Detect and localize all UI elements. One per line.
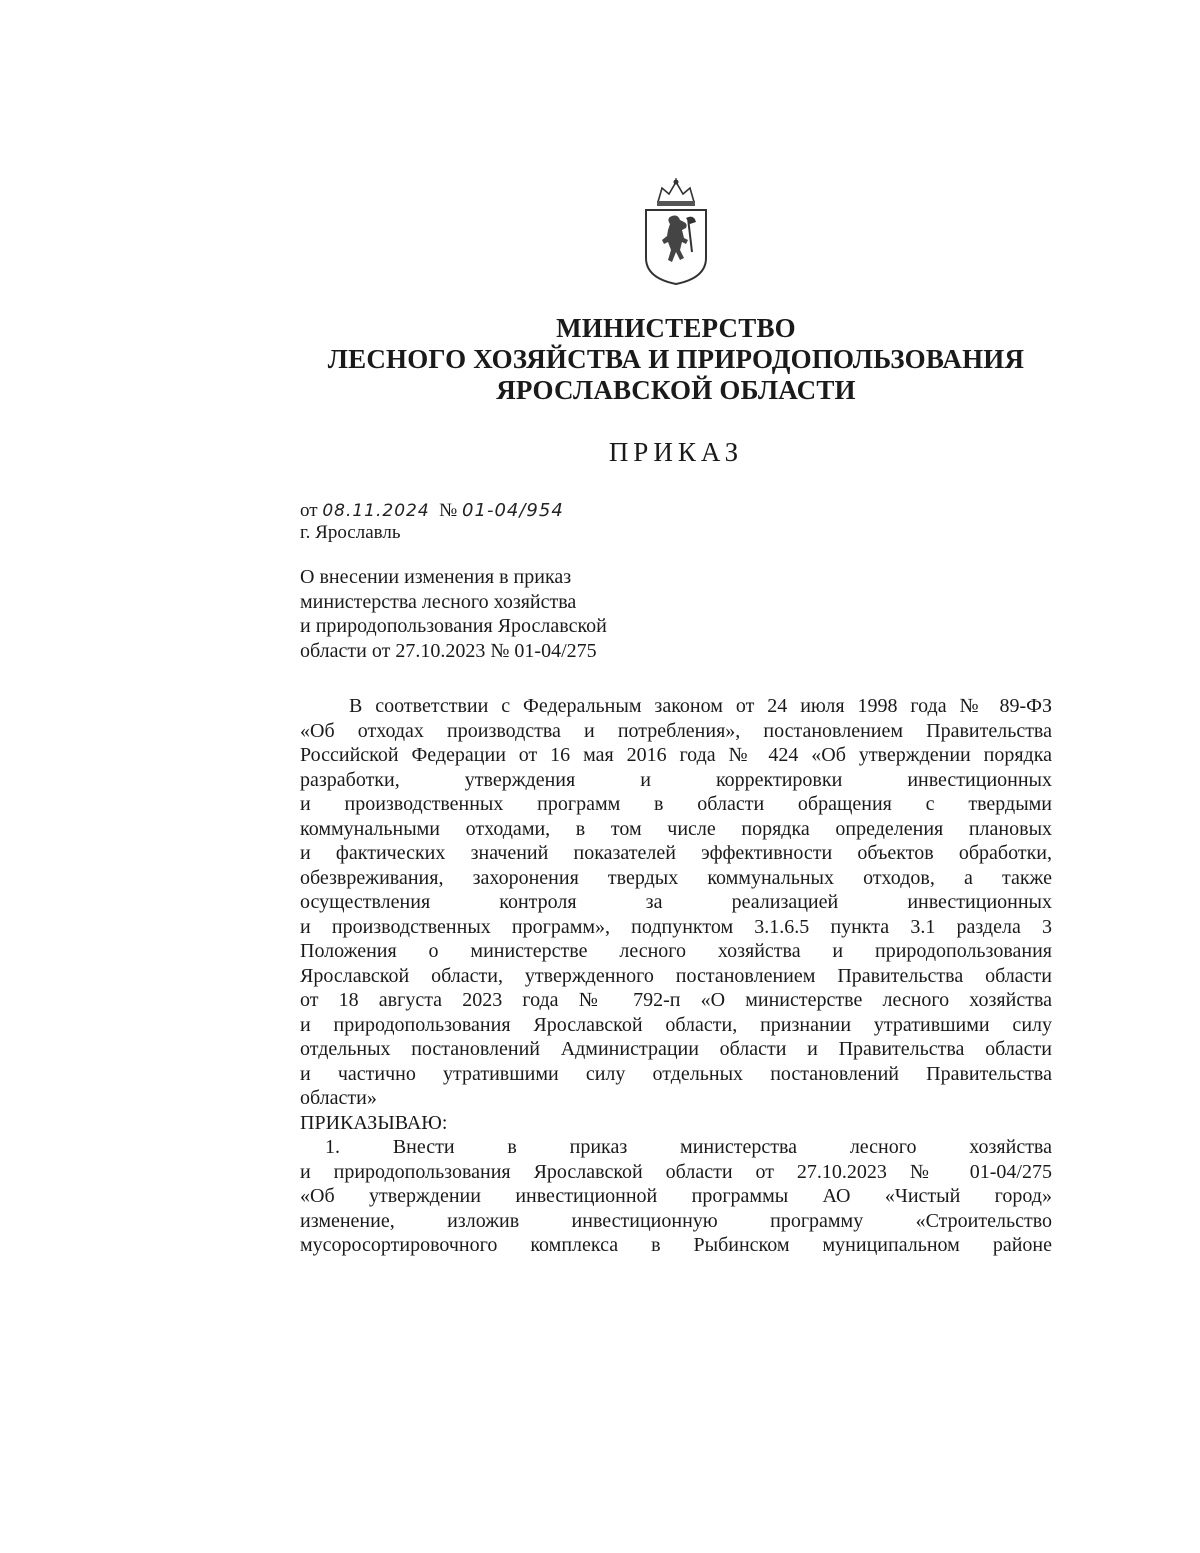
order-body	[300, 694, 1052, 1258]
subject-line-4: области от 27.10.2023 № 01-04/275	[300, 639, 597, 662]
preamble-line: В соответствии с Федеральным законом от 24 июля 1998 года № 89-ФЗ	[349, 695, 1052, 717]
preamble-line: Ярославской области, утвержденного постановлением Правительства области	[300, 964, 1052, 987]
item-1-line: 1. Внести в приказ министерства лесного хозяйства	[325, 1136, 1052, 1158]
preamble-line: отдельных постановлений Администрации области и Правительства области	[300, 1038, 1052, 1060]
order-number-handwritten: 01-04/954	[462, 500, 564, 521]
subject-line-3: и природопользования Ярославской	[300, 615, 607, 637]
order-subject	[300, 565, 607, 663]
preamble-line: Российской Федерации от 16 мая 2016 года № 424 «Об утверждении порядка	[300, 744, 1052, 766]
item-1-paragraph	[300, 1135, 1052, 1258]
preamble-line: Положения о министерстве лесного хозяйства и природопользования	[300, 940, 1052, 962]
subject-line-1: О внесении изменения в приказ	[300, 566, 572, 588]
item-1-line: «Об утверждении инвестиционной программы АО «Чистый город»	[300, 1185, 1052, 1207]
order-directive-word: ПРИКАЗЫВАЮ:	[300, 1111, 448, 1134]
document-type-title: ПРИКАЗ	[608, 437, 744, 467]
date-prefix: от	[300, 500, 318, 521]
preamble-line: и природопользования Ярославской области, признании утратившими силу	[300, 1013, 1052, 1036]
preamble-line: и производственных программ в области обращения с твердыми	[300, 793, 1052, 815]
item-1-line: изменение, изложив инвестиционную программу «Строительство	[300, 1209, 1052, 1232]
order-city: г. Ярославль	[300, 522, 401, 543]
preamble-line: и частично утратившими силу отдельных постановлений Правительства	[300, 1062, 1052, 1085]
item-1-line: мусоросортировочного комплекса в Рыбинском муниципальном районе	[300, 1234, 1052, 1256]
ministry-name	[300, 313, 1052, 406]
subject-line-2: министерства лесного хозяйства	[300, 590, 577, 613]
preamble-paragraph	[300, 694, 1052, 1111]
preamble-line: от 18 августа 2023 года № 792-п «О министерстве лесного хозяйства	[300, 989, 1052, 1011]
preamble-line: разработки, утверждения и корректировки инвестиционных	[300, 768, 1052, 791]
order-date-number-line	[300, 500, 564, 522]
preamble-line: и производственных программ», подпунктом 3.1.6.5 пункта 3.1 раздела 3	[300, 915, 1052, 938]
preamble-line: области»	[300, 1087, 377, 1109]
order-meta	[300, 500, 564, 544]
item-1-line: и природопользования Ярославской области от 27.10.2023 № 01-04/275	[300, 1160, 1052, 1183]
preamble-line: осуществления контроля за реализацией инвестиционных	[300, 891, 1052, 913]
preamble-line: коммунальными отходами, в том числе порядка определения плановых	[300, 817, 1052, 840]
ministry-line-2: ЛЕСНОГО ХОЗЯЙСТВА И ПРИРОДОПОЛЬЗОВАНИЯ	[327, 344, 1025, 374]
ministry-line-3: ЯРОСЛАВСКОЙ ОБЛАСТИ	[496, 375, 856, 405]
ministry-line-1: МИНИСТЕРСТВО	[556, 313, 796, 343]
preamble-line: обезвреживания, захоронения твердых коммунальных отходов, а также	[300, 866, 1052, 889]
yaroslavl-coat-of-arms-icon	[636, 178, 716, 286]
number-prefix: №	[439, 500, 458, 521]
preamble-line: и фактических значений показателей эффективности объектов обработки,	[300, 842, 1052, 864]
order-date-handwritten: 08.11.2024	[322, 501, 430, 521]
preamble-line: «Об отходах производства и потребления», постановлением Правительства	[300, 719, 1052, 742]
